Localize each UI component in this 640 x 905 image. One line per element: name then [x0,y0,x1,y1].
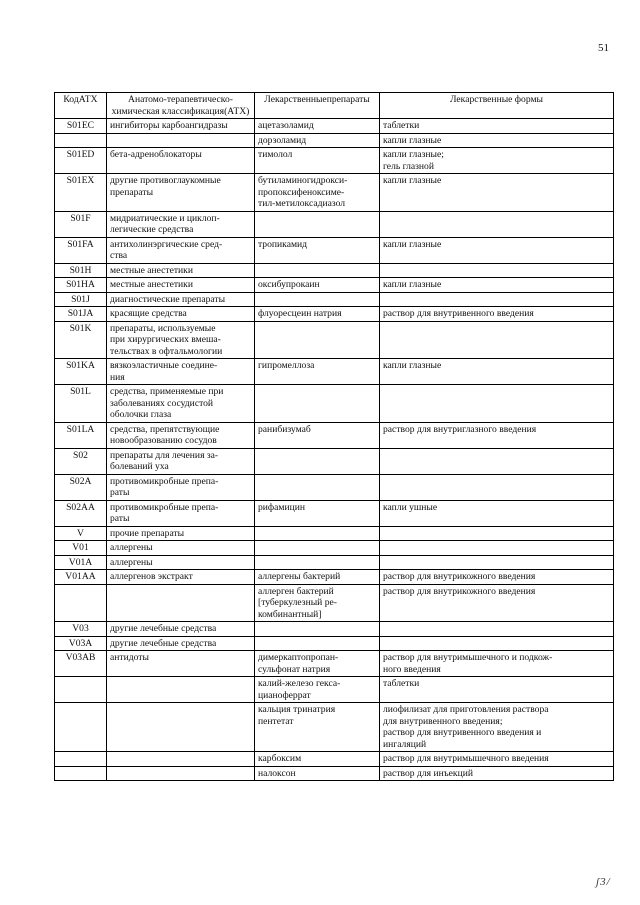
classification-cell [107,703,255,752]
page-number: 51 [598,42,609,54]
dosage-form-cell [380,541,614,556]
dosage-form-cell: раствор для внутривенного введения [380,307,614,322]
drug-cell [255,448,380,474]
atx-code-cell: S01H [55,263,107,278]
table-body [55,119,614,781]
atx-code-cell: S01K [55,321,107,359]
dosage-form-cell: раствор для внутрикожного введения [380,584,614,622]
classification-cell: ингибиторы карбоангидразы [107,119,255,134]
classification-cell: аллергенов экстракт [107,570,255,585]
dosage-form-cell [380,636,614,651]
atx-code-cell: S01EC [55,119,107,134]
dosage-form-cell [380,263,614,278]
header-classification: Анатомо-терапевтическо-химическая классификация(АТХ) [107,93,255,119]
table-row [55,677,614,703]
classification-cell [107,133,255,148]
drug-cell [255,541,380,556]
drug-cell [255,292,380,307]
classification-cell: другие лечебные средства [107,622,255,637]
dosage-form-cell: капли глазные [380,278,614,293]
dosage-form-cell [380,474,614,500]
table-row [55,385,614,423]
atx-code-cell: S01LA [55,422,107,448]
drug-cell: налоксон [255,766,380,781]
atx-code-cell: S01FA [55,237,107,263]
atx-code-cell: S01J [55,292,107,307]
classification-cell: средства, применяемые при заболеваниях сосудистой оболочки глаза [107,385,255,423]
drug-cell: димеркаптопропан- сульфонат натрия [255,651,380,677]
table-row [55,211,614,237]
classification-cell: вязкоэластичные соедине- ния [107,359,255,385]
table-row [55,359,614,385]
dosage-form-cell [380,555,614,570]
classification-cell: средства, препятствующие новообразованию сосудов [107,422,255,448]
atx-code-cell: S02AA [55,500,107,526]
classification-cell: антидоты [107,651,255,677]
dosage-form-cell [380,622,614,637]
atx-code-cell: V03 [55,622,107,637]
atx-code-cell: S01F [55,211,107,237]
drug-cell: калий-железо гекса- цианоферрат [255,677,380,703]
drug-cell [255,385,380,423]
table-row [55,703,614,752]
dosage-form-cell: раствор для внутрикожного введения [380,570,614,585]
table-row [55,541,614,556]
drug-cell [255,636,380,651]
table-row [55,636,614,651]
dosage-form-cell: капли глазные; гель глазной [380,148,614,174]
atx-code-cell: S01KA [55,359,107,385]
atx-code-cell [55,703,107,752]
drug-cell: карбоксим [255,752,380,767]
dosage-form-cell [380,321,614,359]
drug-cell: ранибизумаб [255,422,380,448]
classification-cell [107,752,255,767]
drug-cell: гипромеллоза [255,359,380,385]
classification-cell: диагностические препараты [107,292,255,307]
table-row [55,448,614,474]
dosage-form-cell: лиофилизат для приготовления раствора для внутривенного введения; раствор для внутривенного введения и ингаляций [380,703,614,752]
drug-cell [255,555,380,570]
atx-code-cell [55,766,107,781]
atx-code-cell [55,752,107,767]
dosage-form-cell: раствор для внутримышечного и подкож- ного введения [380,651,614,677]
classification-cell: мидриатические и циклоп- легические средства [107,211,255,237]
classification-cell: аллергены [107,555,255,570]
atx-code-cell: S01HA [55,278,107,293]
dosage-form-cell: капли глазные [380,359,614,385]
dosage-form-cell [380,448,614,474]
classification-cell [107,584,255,622]
atx-code-cell: V03AB [55,651,107,677]
classification-cell: прочие препараты [107,526,255,541]
drug-cell [255,474,380,500]
atx-code-cell: V01A [55,555,107,570]
dosage-form-cell [380,526,614,541]
classification-cell: местные анестетики [107,278,255,293]
table-row [55,174,614,212]
atx-code-cell: S01EX [55,174,107,212]
atx-code-cell [55,133,107,148]
classification-cell: препараты, используемые при хирургических вмеша- тельствах в офтальмологии [107,321,255,359]
atx-code-cell [55,677,107,703]
atx-code-cell: S01JA [55,307,107,322]
drug-cell: аллергены бактерий [255,570,380,585]
table-row [55,752,614,767]
table-row [55,263,614,278]
classification-cell [107,677,255,703]
handwritten-mark: ʃ3/ [596,876,611,888]
classification-cell: препараты для лечения за- болеваний уха [107,448,255,474]
classification-cell: бета-адреноблокаторы [107,148,255,174]
drug-cell [255,263,380,278]
atx-code-cell: S02A [55,474,107,500]
dosage-form-cell: раствор для внутриглазного введения [380,422,614,448]
table-row [55,292,614,307]
classification-cell: аллергены [107,541,255,556]
classification-cell: местные анестетики [107,263,255,278]
atx-code-cell: V [55,526,107,541]
atx-drug-table [54,92,614,781]
dosage-form-cell: таблетки [380,119,614,134]
dosage-form-cell [380,385,614,423]
table-row [55,119,614,134]
classification-cell: красящие средства [107,307,255,322]
table-row [55,278,614,293]
table-row [55,622,614,637]
classification-cell: антихолинэргические сред- ства [107,237,255,263]
table-row [55,474,614,500]
dosage-form-cell [380,292,614,307]
table-row [55,307,614,322]
table-row [55,148,614,174]
classification-cell: другие противоглаукомные препараты [107,174,255,212]
drug-cell: дорзоламид [255,133,380,148]
classification-cell [107,766,255,781]
drug-cell: бутиламиногидрокси- пропоксифеноксиме- тил-метилоксадиазол [255,174,380,212]
table-row [55,133,614,148]
atx-code-cell [55,584,107,622]
drug-cell: аллерген бактерий [туберкулезный ре- комбинантный] [255,584,380,622]
atx-code-cell: V01 [55,541,107,556]
table-row [55,651,614,677]
table-header [55,93,614,119]
atx-code-cell: S02 [55,448,107,474]
drug-cell: ацетазоламид [255,119,380,134]
dosage-form-cell: таблетки [380,677,614,703]
dosage-form-cell: капли ушные [380,500,614,526]
table-row [55,321,614,359]
atx-code-cell: S01L [55,385,107,423]
table-row [55,422,614,448]
dosage-form-cell [380,211,614,237]
drug-cell: тропикамид [255,237,380,263]
table-row [55,500,614,526]
drug-cell [255,526,380,541]
table-row [55,526,614,541]
table-row [55,555,614,570]
classification-cell: противомикробные препа- раты [107,474,255,500]
atx-code-cell: V01AA [55,570,107,585]
table-row [55,237,614,263]
drug-cell: флуоресцеин натрия [255,307,380,322]
header-drugs: Лекарственныепрепараты [255,93,380,119]
classification-cell: другие лечебные средства [107,636,255,651]
dosage-form-cell: раствор для внутримышечного введения [380,752,614,767]
drug-cell: рифамицин [255,500,380,526]
drug-cell [255,321,380,359]
dosage-form-cell: капли глазные [380,133,614,148]
drug-cell [255,211,380,237]
drug-cell: тимолол [255,148,380,174]
header-forms: Лекарственные формы [380,93,614,119]
drug-cell: кальция тринатрия пентетат [255,703,380,752]
classification-cell: противомикробные препа- раты [107,500,255,526]
dosage-form-cell: раствор для инъекций [380,766,614,781]
table-row [55,570,614,585]
atx-code-cell: S01ED [55,148,107,174]
drug-cell [255,622,380,637]
dosage-form-cell: капли глазные [380,174,614,212]
dosage-form-cell: капли глазные [380,237,614,263]
header-code: КодАТХ [55,93,107,119]
atx-code-cell: V03A [55,636,107,651]
table-row [55,766,614,781]
drug-cell: оксибупрокаин [255,278,380,293]
table-row [55,584,614,622]
